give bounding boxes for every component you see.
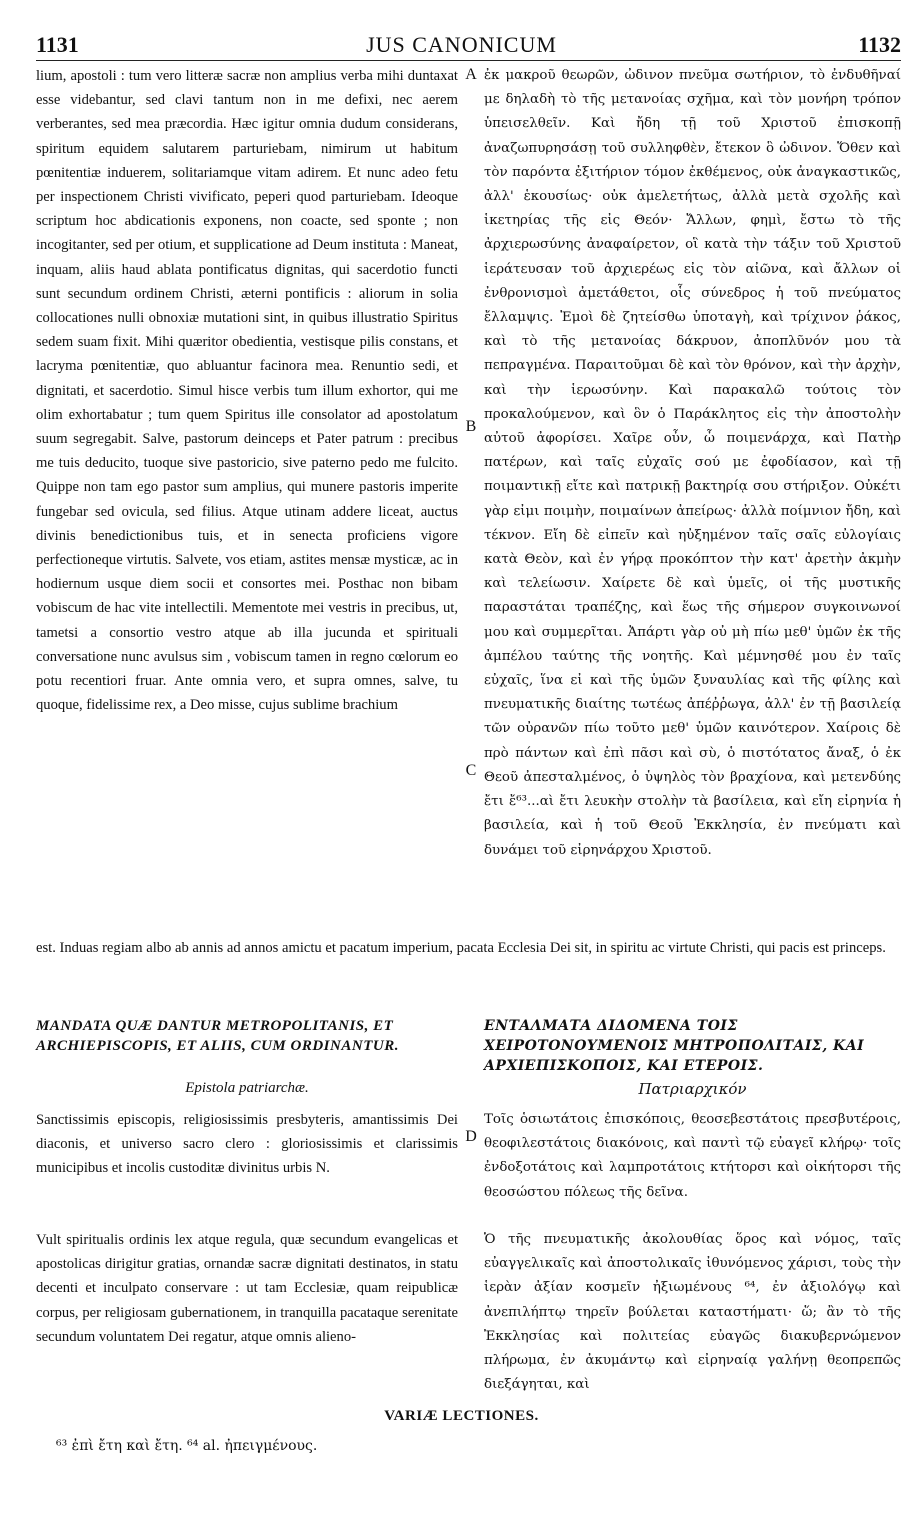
latin-section-heading: MANDATA QUÆ DANTUR METROPOLITANIS, ET ARCHIEPISCOPIS, ET ALIIS, CUM ORDINANTUR. xyxy=(36,1018,399,1054)
page-number-right: 1132 xyxy=(858,32,901,57)
greek-paragraph: ἐκ μακροῦ θεωρῶν, ὠδινον πνεῦμα σωτήριον, τὸ ἐνδυθῆναί με δηλαδὴ τὸ τῆς μετανοίας σχῆμα, καὶ τὸν μονήρη τρόπον ὑπεισελθεῖν. Καὶ ἤδη τῇ τοῦ Χριστοῦ ἐπισκοπῇ ἀναζωπυρησάσῃ τοῦ συλληφθὲν, ἔτεκον ὃ ὠδινον. Ὅθεν καὶ τὸν παρόντα ἐξιτήριον τόμον ἐκθέμενος, οὐκ ἀναγκαστικῶς, ἀλλ' ἑκουσίως· οὐκ ἀμελετήτως, ἀλλὰ μετὰ σχολῆς καὶ ἱκετηρίας τῆς εἰς Θεόν· Ἄλλων, φημὶ, ἔστω τὸ τῆς ἀρχιερωσύνης ἀναφαίρετον, οἳ κατὰ τὴν τάξιν τοῦ Χριστοῦ ἱεράτευσαν τοῦ ἀρχιερέως εἰς τὸν αἰῶνα, καὶ ἄλλων οἱ ἐνθρονισμοὶ ἀμετάθετοι, οἷς σύνεδρος ἡ τοῦ πνεύματος ἔλλαμψις. Ἐμοὶ δὲ ζητείσθω ὑποταγὴ, καὶ τρίχινον ῥάκος, καὶ τὸ τῆς μετανοίας δάκρυον, ἀποπλῦνόν μου τὰ πεπραγμένα. Παραιτοῦμαι δὲ καὶ τὸν θρόνον, καὶ τὴν ἀρχὴν, καὶ τὴν ἱερωσύνην. Καὶ παρακαλῶ τούτοις τὸν προκαλούμενον, καὶ ὃν ὁ Παράκλητος εἰς τὴν ἀποστολὴν αὐτοῦ ἀφορίσει. Χαῖρε οὖν, ὦ ποιμενάρχα, καὶ Πατὴρ πατέρων, καὶ ταῖς εὐχαῖς σού με ἐφοδίασον, καὶ τῇ ποιμαντικῇ εἴτε καὶ πατρικῇ βακτηρίᾳ σου στήριξον. Οὐκέτι γὰρ εἰμι ποιμὴν, ποιμαίνων ἀπείρως· ἀλλὰ ποίμνιον ἤδη, καὶ τέκνον. Εἴη δὲ εἰπεῖν καὶ ηὐξημένον ταῖς σαῖς εὐλογίαις κατὰ Θεὸν, καὶ ἐν γήρᾳ προκόπτον τὴν κατ' ἀρετὴν ἀκμὴν καὶ τελείωσιν. Χαίρετε δὲ καὶ ὑμεῖς, οἱ τῆς μυστικῆς παραστάται τραπέζης, καὶ ἕως τῆς σήμερον συγκοινωνοί μου καὶ συμμερῖται. Ἀπάρτι γὰρ οὐ μὴ πίω μεθ' ὑμῶν ἐκ τῆς ἀμπέλου ταύτης τῆς νοητῆς. Καὶ μέμνησθέ μου ἐν ταῖς εὐχαῖς, ἵνα εἰ καὶ τῆς ὑμῶν ξυναυλίας καὶ τῆς φίλης καὶ πνευματικῆς διαίτης τωτέως ἀπέῤῥωγα, ἀλλ' ἐν τῇ βασιλείᾳ τῶν οὐρανῶν πίω τοῦτο μεθ' ὑμῶν καινότερον. Χαίροις δὲ πρὸ πάντων καὶ ἐπὶ πᾶσι καὶ σὺ, ὁ πιστότατος ἄναξ, ὁ ἐκ Θεοῦ ἀπεσταλμένος, ὁ ὑψηλὸς τὸν βραχίονα, καὶ μετενδύης ἔτι ἔ⁶³...αὶ ἔτι λευκὴν στολὴν τὰ βασίλεια, καὶ εἴη εἰρηνία ἡ βασιλεία, καὶ ἡ τοῦ Θεοῦ Ἐκκλησία, ἐν πνεύματι καὶ δυνάμει τοῦ εἰρηνάρχου Χριστοῦ. xyxy=(484,68,901,858)
page-number-left: 1131 xyxy=(36,32,79,57)
latin-address xyxy=(36,1108,458,1181)
running-title: JUS CANONICUM xyxy=(366,32,557,57)
margin-letter-c: C xyxy=(465,762,477,779)
latin-address-text: Sanctissimis episcopis, religiosissimis presbyteris, amantissimis Dei diaconis, et universo sacro clero : gloriosissimis et clarissimis municipibus et incolis custoditæ divinitus urbis N. xyxy=(36,1112,458,1177)
margin-letter-d: D xyxy=(465,1128,477,1145)
greek-address-text: Τοῖς ὁσιωτάτοις ἐπισκόποις, θεοσεβεστάτοις πρεσβυτέροις, θεοφιλεστάτοις διακόνοις, καὶ παντὶ τῷ εὐαγεῖ κλήρῳ· τοῖς ἐνδοξοτάτοις καὶ λαμπροτάτοις κτήτορσι καὶ οἰκήτορσι τῆς θεοσώστου πόλεως τῆς δεῖνα. xyxy=(484,1112,901,1200)
greek-body-text: Ὁ τῆς πνευματικῆς ἀκολουθίας ὅρος καὶ νόμος, ταῖς εὐαγγελικαῖς καὶ ἀποστολικαῖς ἰθυνόμενος χάρισι, τοὺς τὴν ἱερὰν ἀξίαν κοσμεῖν ἠξιωμένους ⁶⁴, ἐν ἀξιολόγῳ καὶ ἀνεπιλήπτῳ τηρεῖν βούλεται καταστήματι· ὥ; ἂν τὸ τῆς Ἐκκλησίας καὶ πολιτείας εὐαγῶς διακυβερνώμενον πλήρωμα, ἐν ἀκυμάντῳ καὶ εἰρηναίᾳ γαλήνῃ θεοπρεπῶς διεξάγηται, καὶ xyxy=(484,1232,901,1393)
latin-body-text: Vult spiritualis ordinis lex atque regula, quæ secundum evangelicas et apostolicas dirigitur gratias, ornandæ sacræ dignitati destinatos, in statu decenti et inculpato conservare : ut tam Ecclesiæ, quam reipublicæ corpus, per religiosam gubernationem, in tranquilla pacataque serenitate secundum voluntatem Dei regatur, atque omnis alieno- xyxy=(36,1232,458,1345)
closing-text: est. Induas regiam albo ab annis ad annos amictu et pacatum imperium, pacata Ecclesia Dei sit, in spiritu ac virtute Christi, qui pacis est princeps. xyxy=(36,940,886,956)
margin-letter-b: B xyxy=(465,418,477,435)
header-rule xyxy=(36,60,901,61)
variae-lectiones-notes: ⁶³ ἐπὶ ἔτη καὶ ἔτη. ⁶⁴ al. ἠπειγμένους. xyxy=(56,1438,318,1454)
margin-letter-a: A xyxy=(465,66,477,83)
greek-subheading: Πατριαρχικόν xyxy=(638,1080,747,1098)
latin-body xyxy=(36,1228,458,1349)
greek-body xyxy=(484,1228,901,1397)
latin-column xyxy=(36,64,458,964)
full-width-closing xyxy=(36,936,901,960)
latin-paragraph: lium, apostoli : tum vero litteræ sacræ non amplius verba mihi duntaxat esse videbantur, sed clavi tantum non in me defixi, nec aerem verberantes, sed mea præcordia. Hæc igitur omnia dudum considerans, spiritum equidem salutarem parturiebam, nimirum ut habitum pœnitentiæ induerem, solitariamque vitam adirem. Et nunc adeo fetu per inspectionem Christi vivificato, peperi quod parturiebam. Ideoque scriptum hoc abdicationis exponens, non coacte, sed sponte ; non incogitanter, sed per otium, et supplicatione ad Deum instituta : Maneat, inquam, aliis haud ablata pontificatus dignitas, qui sacerdotio functi sunt secundum ordinem Christi, æterni pontificis : aliorum in solia collocationes nulli obnoxiæ mutationi sint, in quibus illustratio Spiritus sedem suam fixit. Mihi quæritor obedientia, vestisque pilis constans, et lacryma pœnitentiæ, quo abluantur facinora mea. Renuntio sedi, et dignitati, et sacerdotio. Simul hisce verbis tum illum exhortor, qui me olim exhortabatur ; tum quem Spiritus ille consolator ad apostolatum suum segregabit. Salve, pastorum deinceps et Pater patrum : precibus me tuis deducito, tuoque sive pastoricio, sive paterno pedo me fulcito. Quippe non tam ego pastor sum amplius, qui munere pastoris imperite fungebar sed ovicula, sed filius. Atque utinam addere liceat, auctus divinis benedictionibus tuis, et in senecta proficiens vigore perfectioneque virtutis. Salvete, vos etiam, astites mensæ mysticæ, ac in hodiernum usque diem socii et consortes mei. Posthac non bibam vobiscum de hac vite intellectili. Mementote mei vestris in precibus, ut, tametsi a consortio vestro atque ab illa jucunda et spirituali conversatione nunc avulsus sim , vobiscum tamen in regno cœlorum eo potu recentiori fruar. Ante omnia vero, et supra omnes, salve, tu quoque, fidelissime rex, a Deo misse, cujus sublime brachium xyxy=(36,68,458,714)
greek-column xyxy=(484,64,901,964)
greek-address xyxy=(484,1108,901,1205)
latin-subheading: Epistola patriarchæ. xyxy=(185,1080,309,1096)
greek-section-heading: ΕΝΤΑΛΜΑΤΑ ΔΙΔΟΜΕΝΑ ΤΟΙΣ ΧΕΙΡΟΤΟΝΟΥΜΕΝΟΙΣ ΜΗΤΡΟΠΟΛΙΤΑΙΣ, ΚΑΙ ΑΡΧΙΕΠΙΣΚΟΠΟΙΣ, ΚΑΙ ΕΤΕΡΟΙΣ. xyxy=(484,1018,865,1074)
variae-lectiones-title: VARIÆ LECTIONES. xyxy=(384,1408,539,1424)
